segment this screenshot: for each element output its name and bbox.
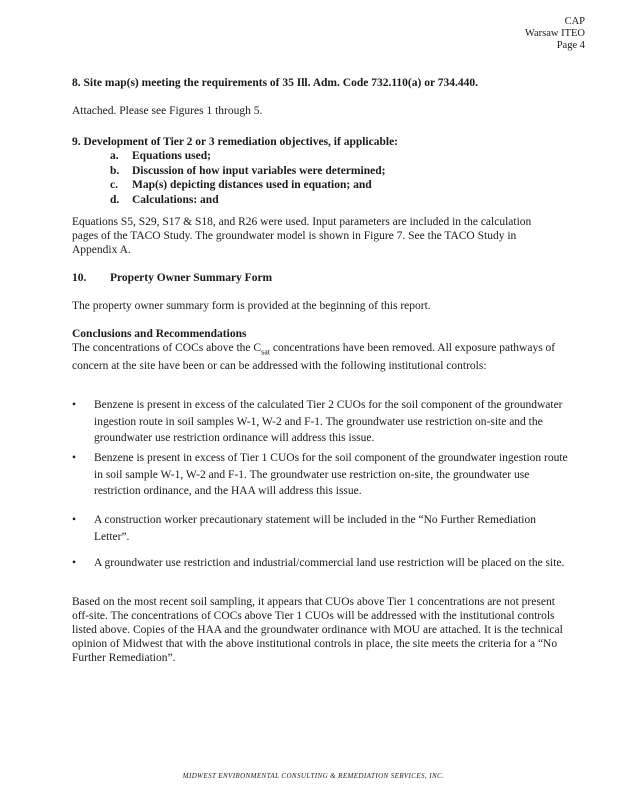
section-9-list [110, 149, 530, 207]
list-item [110, 178, 530, 193]
list-item [110, 193, 530, 208]
list-item [110, 149, 530, 164]
list-item [72, 512, 572, 545]
bullet-text: A groundwater use restriction and industrial/commercial land use restriction will be placed on the site. [94, 557, 565, 569]
list-letter: c. [110, 179, 118, 191]
bullet-text: Benzene is present in excess of the calculated Tier 2 CUOs for the soil component of the groundwater ingestion route in soil samples W-1, W-2 and F-1. The groundwater use restriction on-site and the groundwater use restriction ordinance will address this issue. [94, 399, 563, 444]
page-header [525, 16, 585, 52]
section-10-text: The property owner summary form is provided at the beginning of this report. [72, 300, 431, 312]
list-text: Equations used; [132, 150, 211, 162]
bullet-icon: • [72, 452, 77, 464]
intro-text-start: The concentrations of COCs above the C [72, 342, 262, 354]
list-letter: b. [110, 164, 120, 177]
section-10-heading [72, 272, 272, 284]
bullet-icon: • [72, 557, 77, 569]
list-item [110, 164, 530, 179]
intro-subscript: sat [261, 347, 270, 357]
list-item [72, 450, 572, 500]
list-text: Calculations: and [132, 193, 219, 206]
conclusions-intro [72, 341, 562, 373]
section-9-text: Equations S5, S29, S17 & S18, and R26 were used. Input parameters are included in the calculation pages of the TACO Study. The groundwater model is shown in Figure 7. See the TACO Study in Appendix A. [72, 216, 532, 256]
section-8-heading: 8. Site map(s) meeting the requirements of 35 Ill. Adm. Code 732.110(a) or 734.440. [72, 77, 478, 89]
bullet-icon: • [72, 514, 77, 526]
conclusions-heading: Conclusions and Recommendations [72, 328, 247, 340]
header-line-1: CAP [564, 16, 585, 27]
header-line-3: Page 4 [556, 40, 585, 51]
page-footer: MIDWEST ENVIRONMENTAL CONSULTING & REMEDIATION SERVICES, INC. [182, 772, 445, 780]
intro-text-end: concentrations have been removed. All exposure pathways of concern at the site have been or can be addressed with the following institutional controls: [72, 342, 556, 373]
section-8-text: Attached. Please see Figures 1 through 5. [72, 105, 263, 117]
bullet-text: A construction worker precautionary statement will be included in the “No Further Remediation Letter”. [94, 514, 536, 543]
bullet-icon: • [72, 399, 77, 411]
conclusions-closing: Based on the most recent soil sampling, it appears that CUOs above Tier 1 concentrations are not present off-site. The concentrations of COCs above Tier 1 CUOs will be addressed with the institutional controls listed above. Copies of the HAA and the groundwater ordinance with MOU are attached. It is the technical opinion of Midwest that with the above institutional controls in place, the site meets the criteria for a “No Further Remediation”. [72, 596, 563, 664]
list-letter: a. [110, 150, 119, 162]
section-10-title: Property Owner Summary Form [110, 272, 273, 284]
section-10-number: 10. [72, 272, 87, 284]
list-item [72, 397, 572, 447]
bullet-text: Benzene is present in excess of Tier 1 CUOs for the soil component of the groundwater ingestion route in soil sample W-1, W-2 and F-1. The groundwater use restriction on-site, the groundwater use restriction ordinance, and the HAA will address this issue. [94, 452, 568, 497]
list-item [72, 555, 572, 572]
list-text: Discussion of how input variables were determined; [132, 164, 386, 177]
list-text: Map(s) depicting distances used in equation; and [132, 179, 372, 191]
section-9-heading: 9. Development of Tier 2 or 3 remediation objectives, if applicable: [72, 136, 399, 148]
list-letter: d. [110, 193, 120, 206]
header-line-2: Warsaw ITEO [524, 28, 585, 39]
